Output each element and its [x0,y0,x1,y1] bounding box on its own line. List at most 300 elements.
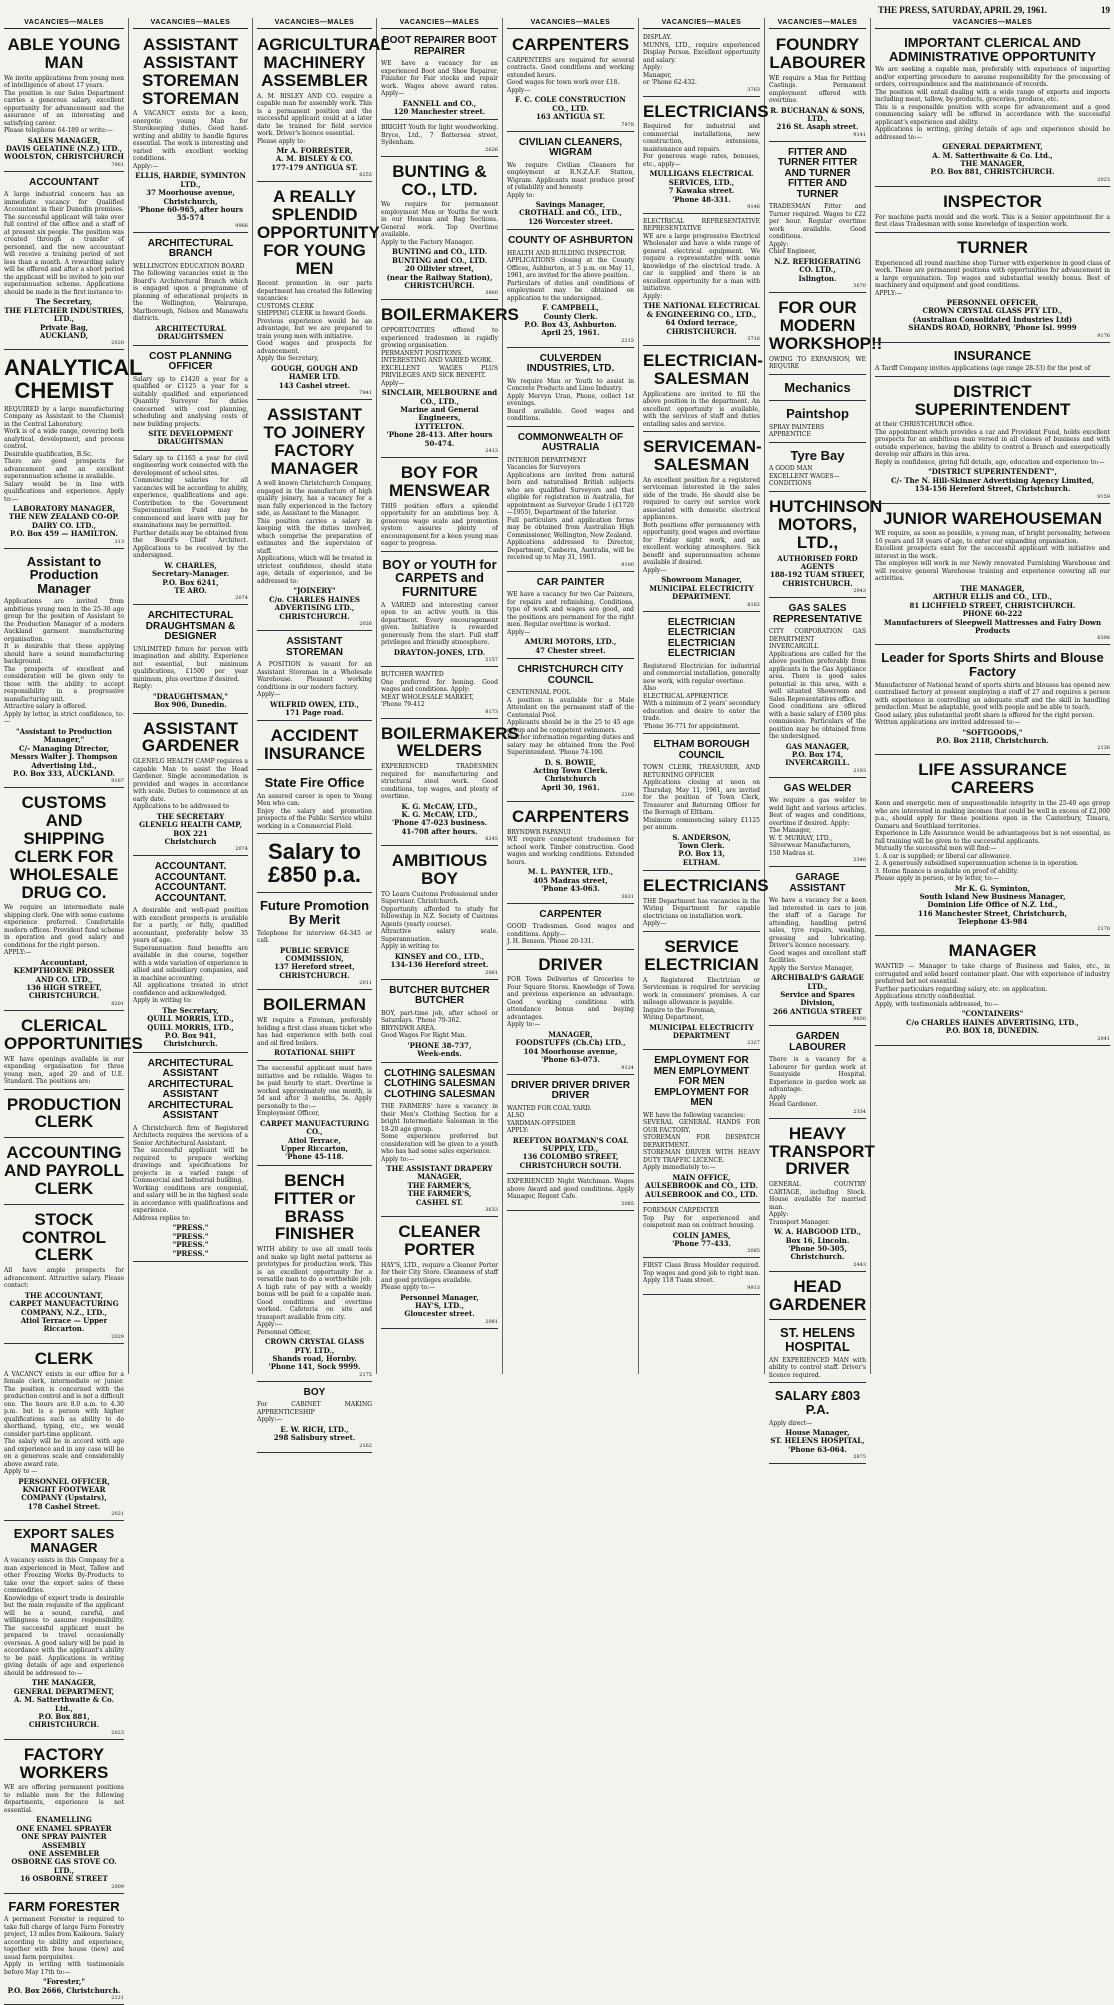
ad-contact-address: F. C. COLE CONSTRUCTION CO., LTD. 163 ANTIGUA ST. [515,95,626,122]
ad-contact-address: REEFTON BOATMAN'S COAL SUPPLY, LTD., 136 COLOMBO STREET, CHRISTCHURCH SOUTH. [512,1135,629,1170]
classified-ad [507,429,634,572]
ad-headline: BOY or YOUTH for CARPETS and FURNITURE [382,556,497,599]
classified-ad [875,506,1110,646]
ad-body-text: A desirable and well-paid position with excellent prospects is available for a partly, or fully, qualified accountant, preferably below 35 years of age. Superannuation fund benefits are available in due course, together with a wide variation of experience in allied and subsidiary companies, and in machine accounting. All applications treated in strict confidence and acknowledged. Apply in writing to: [133,907,248,1005]
ad-body-text: We require Civilian Cleaners for employment at R.N.Z.A.F. Station, Wigram. Applicants must produce proof of reliability and honesty. Apply to: [507,161,634,199]
ad-contact-address: "DRAUGHTSMAN," Box 906, Dunedin. [152,691,229,710]
ad-body-text: THE FARMERS' have a vacancy in their Men's Clothing Section for a bright Intermediate Salesman in the 18-20 age group. Some experience preferred but consideration will be given to a youth who has had some sales experience. Apply to:— [381,1103,498,1163]
ad-headline: BOILERMAKERS WELDERS [381,723,519,761]
ad-body-text: We require for permanent employment Men or Youths for work in our Hessian and Bag Sections. General work. Top Overtime available. Apply to the Factory Manager. [381,201,498,246]
ad-headline: ELECTRICIANS [643,876,769,896]
classified-ad [769,144,866,293]
ad-contact-address: K. G. McCAW, LTD., K. G. McCAW, LTD., 'Phone 47-023 business. 41-708 after hours. [391,801,488,836]
ad-headline: Salary to £850 p.a. [268,839,361,888]
ad-headline: ARCHITECTURAL DRAUGHTSMAN & DESIGNER [145,610,236,643]
classified-ad [133,716,248,857]
ad-headline: BOOT REPAIRER BOOT REPAIRER [382,35,497,57]
classified-ad [257,836,372,893]
ad-contact-address: SINCLAIR, MELBOURNE and CO., LTD., Marine and General Engineers, LYTTELTON. 'Phone 28-413. After hours 50-474. [381,388,498,448]
classified-ad [643,348,763,432]
ad-body-text: Required for industrial and commercial installations, new construction, extensions, maintenance and repairs. For generous wage rates, bonuses, etc., apply— [643,123,760,168]
ad-reference-number: 9141 [853,131,866,138]
ad-body-text: FOREMAN CARPENTER Top Pay for experienced and competent man on contract housing. [643,1207,760,1230]
ad-reference-number: 2327 [747,1040,760,1047]
ad-body-text: Salary up to £1165 a year for civil engineering work connected with the development of school sites. Commencing salaries for all vacancies will be according to ability, experience, qualifications and age. Contribution to the Government Superannuation Fund may be commenced and leave with pay for examinations may be permitted. Further details may be obtained from the Board's Chief Architect. Applications to be received by the undersigned. [133,454,248,560]
ad-headline: Assistant to Production Manager [26,553,102,596]
ad-reference-number: 3670 [853,283,866,290]
ad-body-text: WANTED — Manager to take charge of Business and Sales, etc., in corrugated and solid board container plant. One with experience of industry preferred but not essential. Further particulars regarding salary, etc. on application. Applications strictly confidential. Apply, with testimonials addressed, to:— [875,963,1110,1008]
ad-headline: CLEANER PORTER [398,1221,481,1259]
classified-ad [507,232,634,348]
ad-reference-number: 2170 [1097,926,1110,933]
classified-ad [875,757,1110,936]
classified-ad [381,1219,498,1329]
ad-reference-number: 9030 [853,1016,866,1023]
ad-headline: ARCHITECTURAL ASSISTANT ARCHITECTURAL ASSISTANT ARCHITECTURAL ASSISTANT [147,1057,234,1122]
ad-reference-number: 2334 [853,1108,866,1115]
ad-contact-address: W. CHARLES, Secretary-Manager. P.O. Box 6241, TE ARO. [151,560,230,595]
ad-headline: FITTER AND TURNER FITTER AND TURNER FITTER AND TURNER [777,146,858,200]
classified-ad [643,99,769,214]
ad-headline: GARAGE ASSISTANT [789,872,846,894]
classified-ad [4,790,124,1011]
masthead-title: THE PRESS, SATURDAY, APRIL 29, 1961. [878,5,1047,15]
classified-ad [643,32,760,97]
ad-body-text: An assured career is open to Young Men who can: Enjoy the salary and promotion prospects of the Public Service whilst working in a Commercial Field. [257,792,372,830]
ad-body-text: All have ample prospects for advancement. Attractive salary. Please contact: [4,1267,124,1290]
ad-headline: COUNTY OF ASHBURTON [508,235,633,247]
ad-headline: INSPECTOR [943,191,1042,211]
ad-body-text: A permanent Forester is required to take full charge of large Farm Forestry project, 13 miles from Kaikoura. Salary according to ability and experience, together with free house (new) and usual farm perquisites. Apply in writing with testimonials before May 17th to:— [4,1916,125,1976]
classified-ad [507,1176,634,1211]
ad-body-text: WELLINGTON EDUCATION BOARD The following vacancies exist in the Board's Architectural Branch which is engaged upon a programme of planning of educational projects in the Wellington, Wairarapa, Marlborough, Nelson and Manawatu districts. [133,262,248,323]
classified-ad [4,1207,124,1344]
ad-body-text: A. M. BISLEY AND CO. require a capable man for assembly work. This is a permanent position and the successful applicant could at a later date be trained for field service work. Driver's licence essential. Please apply to: [257,92,372,145]
ad-reference-number: 9966 [235,222,248,229]
ad-body-text: A VACANCY exists in our office for a female clerk, intermediate or junior. The position is concerned with the production control and is not a difficult one. The hours are 8.0 a.m. to 4.30 p.m. but is a person with higher qualifications such as ability to do shorthand, typing, etc., we would consider part-time applicant. The salary will be in accord with age and experience and in any case will be on a generous scale and considerably above award rate. Apply to — [4,1370,124,1476]
classified-ad [381,122,498,157]
ad-headline: CARPENTERS [511,35,630,54]
classified-ad [257,895,372,990]
column-section-label: VACANCIES—MALES [257,18,372,29]
ad-body-text: We invite applications from young men of intelligence of about 17 years. The position is our Sales Department carries a generous salary, excellent opportunity for advancement and the assurance of an interesting and satisfying career. Please telephone 64-189 or write:— [4,74,124,135]
ad-headline: ACCOUNTANT [29,176,99,188]
classified-ad [133,235,248,346]
ad-reference-number: 2443 [853,1261,866,1268]
ad-body-text: WE are offering permanent positions to reliable men for the following departments, experience is not essential. [4,1784,124,1814]
ad-headline: CARPENTER [539,908,602,920]
classified-ad [133,453,248,606]
column-6 [639,18,769,1374]
ad-contact-address: THE ACCOUNTANT, CARPET MANUFACTURING COMPANY, N.Z., LTD., Atiol Terrace — Upper Riccarton. [9,1290,119,1334]
ad-contact-address: AUTHORISED FORD AGENTS 188-192 TUAM STREET, CHRISTCHURCH. [770,553,865,588]
ad-headline: ASSISTANT ASSISTANT STOREMAN STOREMAN [142,35,239,108]
classified-ad [769,600,866,778]
classified-ad [769,1028,866,1119]
ad-body-text: CARPENTERS are required for several contracts. Good conditions and working extended hours. Good wages for town work over £18. Apply— [507,56,634,94]
ad-contact-address: CROWN CRYSTAL GLASS PTY. LTD., Shands road, Hornby. 'Phone 141, Sock 9999. [264,1337,365,1372]
classified-ad [643,934,760,1050]
ad-contact-address: F. CAMPBELL, County Clerk. P.O. Box 43, Ashburton. April 25, 1961. [524,303,617,338]
ad-headline: JUNIOR WAREHOUSEMAN [882,508,1103,528]
ad-reference-number: 9146 [747,203,760,210]
ad-headline: BOILERMAKERS [381,305,519,325]
classified-ad [507,350,634,427]
ad-contact-address: "CONTAINERS" C/o CHARLES HAINES ADVERTISING, LTD., P.O. BOX 18, DUNEDIN. [906,1009,1079,1036]
ad-body-text: BOY, part-time job, after school or Saturdays. 'Phone 79-362. BRYNDWR AREA. Good Wages For Right Man. [381,1009,498,1040]
classified-ad [507,804,634,904]
ad-body-text: Keen and energetic men of unquestionable integrity in the 25-40 age group who are interested in making incomes that could be well in excess of £2,000 p.a., should apply for these positions open in the Canterbury, Timaru, Oamaru and Southland territories. Experience in Life Assurance would be advantageous but is not essential, as full training will be given to the successful applicants. Mutually the successful men will find:— 1. A car is supplied; or liberal car allowance. 2. A generously subsidised superannuation scheme is in operation. 3. Home finance is available on proof of ability. Please apply in person, or by letter, to:— [875,800,1110,883]
ad-contact-address: THE SECRETARY GLENELG HEALTH CAMP, BOX 221 Christchurch [139,811,242,846]
classified-ad [643,216,760,346]
ad-headline: CUSTOMS AND SHIPPING CLERK FOR WHOLESALE DRUG CO. [9,793,119,902]
classified-ad [4,1523,124,1740]
ad-contact-address: THE NATIONAL ELECTRICAL & ENGINEERING CO., LTD., 64 Oxford terrace, CHRISTCHURCH. [643,301,760,336]
column-5 [503,18,639,1374]
ad-headline: CULVERDEN INDUSTRIES, LTD. [526,352,615,375]
ad-headline: CLOTHING SALESMAN CLOTHING SALESMAN CLOTHING SALESMAN [383,1067,496,1100]
ad-body-text: A Registered Electrician or Serviceman is required for servicing work in consumers' premises. A car mileage allowance is payable. Inquire to the Foreman, Wiring Department, [643,976,760,1022]
ad-reference-number: 2081 [485,1318,498,1325]
ad-headline: SERVICE ELECTRICIAN [644,936,759,974]
ad-body-text: FIRST Class Brass Moulder required. Top wages and good job to right man. Apply 118 Tuam street. [643,1262,760,1285]
classified-ad [875,235,1110,343]
ad-body-text: HEALTH AND BUILDING INSPECTOR APPLICATIONS closing at the County Offices, Ashburton, at 5 p.m. on May 11, 1961, are invited for the above position. Particulars of duties and conditions of employment may be obtained on application to the undersigned. [507,249,634,302]
classified-ad [507,574,634,659]
column-section-label: VACANCIES—MALES [133,18,248,29]
classified-ad [769,1322,866,1383]
ad-reference-number: 2011 [359,980,372,987]
classified-ad [643,614,760,735]
ad-reference-number: 8255 [359,172,372,179]
ad-headline: BUNTING & CO., LTD. [392,161,487,199]
ad-reference-number: 2074 [235,846,248,853]
ad-body-text: BRYNDWR PAPANUI WE require competent tradesmen for school work. Timber construction. Good wages and working conditions. Extended hours. [507,828,634,866]
ad-body-text: EXPERIENCED Night Watchman. Wages above Award and good conditions. Apply Manager, Regent Cafe. [507,1178,634,1201]
ad-body-text: A POSITION is vacant for an Assistant Storeman in a Wholesale Warehouse. Pleasant working conditions in our modern factory. Apply— [257,661,372,699]
ad-body-text: We require Man or Youth to assist in Concrete Products and Lime Industry. Apply Mervyn Uran, Phone, collect 1st evenings. Board available. Good wages and conditions. [507,377,634,423]
ad-body-text: GENERAL COUNTRY CARTAGE, including Stock. House available for married man. Apply: Transport Manager. [769,1181,866,1226]
ad-headline: COST PLANNING OFFICER [149,350,232,372]
classified-ad [769,494,883,598]
ad-body-text: TOWN CLERK, TREASURER, AND RETURNING OFFICER Applications closing at noon on Thursday, May 11, 1961, are invited for the position of Town Clerk, Treasurer and Returning Officer for the Borough of Eltham. Minimum commencing salary £1125 per annum. [643,764,760,832]
ad-headline: LIFE ASSURANCE CAREERS [918,760,1067,798]
ad-reference-number: 2162 [359,1442,372,1449]
ad-contact-address: Mr K. G. Syminton, South Island New Business Manager, Dominion Life Office of N.Z. Ltd., 116 Manchester Street, Christchurch, Telephone 43-984 [917,883,1068,927]
ad-reference-number: 2021 [111,1511,124,1518]
ad-body-text: An excellent position for a registered serviceman interested in the sales side of the trade. He should also be required to carry out service work associated with domestic electrical appliances. Both positions offer permanency with opportunity, good wages and overtime for Friday night work, and an excellent working atmosphere. Sick benefit and superannuation scheme available if desired. Apply— [643,476,760,574]
ad-reference-number: 2200 [621,792,634,799]
classified-ad [507,32,634,132]
ad-reference-number: 9167 [111,778,124,785]
ad-contact-address: "Forester," P.O. Box 2666, Christchurch. [7,1977,121,1995]
classified-ad [643,1260,760,1295]
ad-contact-address: THE MANAGER, GENERAL DEPARTMENT, A. M. Satterthwaite & Co. Ltd., P.O. Box 881, CHRISTCHURCH. [13,1678,115,1730]
ad-reference-number: 8245 [485,836,498,843]
ad-body-text: WE require, as soon as possible, a young man, of bright personality, between 16 years and 18 years of age, to enter our expanding organisation. Excellent prospects exist for the successful applicant with initiative and interest in the work. The employee will work in our Newly renovated Furnishing Warehouse and will receive general Warehouse training and experience covering all our activities. [875,530,1110,583]
ad-body-text: CITY CORPORATION GAS DEPARTMENT INVERCARGILL Applications are called for the above position preferably from applicants in the Gas Appliance area. There is good sales potential in this area, with a well situated Showroom and Sales Representatives office. Good conditions are offered with a basic salary of £500 plus commission. Particulars of the position may be obtained from the undersigned. [769,628,866,741]
classified-ad [769,377,866,402]
classified-ad [4,1896,124,2005]
ad-reference-number: 2020 [111,340,124,347]
ad-headline: MANAGER [948,941,1037,961]
classified-ad [381,554,498,667]
classified-ad [4,1346,124,1521]
ad-reference-number: 2175 [359,1371,372,1378]
ad-contact-address: The Secretary, QUILL MORRIS, LTD., QUILL MORRIS, LTD., P.O. Box 941, Christchurch. [147,1005,234,1049]
classified-ad [133,32,248,233]
classified-ad [381,848,498,979]
ad-contact-address: ROTATIONAL SHIFT [274,1048,355,1058]
classified-ad [643,1052,760,1203]
ad-contact-address: W. A. HABGOOD LTD., Box 16, Lincoln. 'Phone 50-305, Christchurch. [774,1227,861,1262]
ad-contact-address: E. W. RICH, LTD., 298 Salisbury street. [273,1424,356,1443]
classified-ad [769,295,883,375]
ad-headline: ELECTRICIANS [643,101,769,121]
ad-headline: INSURANCE [953,347,1032,363]
ad-reference-number: 3633 [485,1206,498,1213]
classified-ad [381,302,519,458]
ad-headline: HEAVY TRANSPORT DRIVER [769,1123,875,1179]
classified-ad [643,1205,760,1258]
ad-body-text: INTERIOR DEPARTMENT Vacancies for Surveyors Applications are invited from natural born and naturalised British subjects who are qualified Surveyors and that eligible for registration in Australia, for appointment as Surveyor Grade I (£1720—1955), Department of the Interior. Full particulars and application forms may be obtained from Australian High Commissioner, Wellington, New Zealand. Applications addressed to Director, Department, Canberra, Australia, will be received up to May 31, 1961. [507,456,634,562]
ad-body-text: at their CHRISTCHURCH office. The appointment which provides a car and Provident Fund, holds excellent prospects for an ambitious man versed in all classes of business and with outside experience, having the ability to control a Branch and energetically develop our affairs in this area. Reply in confidence, giving full details, age, education and experience to:— [875,421,1110,466]
ad-headline: GAS SALES REPRESENTATIVE [772,603,863,625]
column-section-label: VACANCIES—MALES [507,18,634,29]
ad-body-text: For CABINET MAKING APPRENTICESHIP Apply:— [257,1401,372,1424]
classified-ad [381,460,498,552]
ad-headline: Paintshop [786,406,849,422]
ad-headline: SERVICEMAN-SALESMAN [643,437,762,474]
ad-headline: CHRISTCHURCH CITY COUNCIL [517,664,624,686]
ad-contact-address: "Assistant to Production Manager," C/- Managing Director, Messrs Walter J. Thompson Advertising Ltd., P.O. Box 333, AUCKLAND. [10,726,118,778]
ad-body-text: Telephone for interview 64-345 or call. [257,929,372,945]
ad-headline: ACCOUNTING AND PAYROLL CLERK [4,1143,124,1198]
ad-contact-address: GAS MANAGER, P.O. Box 174, INVERCARGILL. [785,741,850,768]
ad-contact-address: DRAYTON-JONES, LTD. [393,647,486,657]
ad-headline: BENCH FITTER or BRASS FINISHER [273,1170,356,1244]
classified-ad [4,1742,124,1894]
classified-ad [769,780,866,868]
ad-contact-address: GENERAL DEPARTMENT, A. M. Satterthwaite & Co. Ltd., THE MANAGER, P.O. Box 881, CHRISTCHURCH. [930,142,1055,177]
classified-ad [769,1274,866,1321]
ad-body-text: EXPERIENCED TRADESMEN required for manufacturing and structural steel work. Good conditions, top wages, and plenty of overtime. [381,763,498,801]
column-section-label: VACANCIES—MALES [381,18,498,29]
classified-ad [257,633,372,721]
ad-reference-number: 8173 [485,708,498,715]
ad-reference-number: 2085 [747,1248,760,1255]
classified-ad [875,379,1110,504]
classified-ad [257,1168,372,1382]
classified-ad [257,184,380,400]
ad-body-text: Apply direct— [769,1419,813,1427]
ad-headline: DISTRICT SUPERINTENDENT [914,381,1071,419]
classified-ad [257,772,372,834]
ad-contact-address: S. ANDERSON, Town Clerk. P.O. Box 13, ELTHAM. [672,832,731,867]
classified-ad [381,721,519,847]
ad-headline: Leader for Sports Shirts and Blouse Factory [881,650,1104,679]
classified-ad [4,352,143,548]
ad-contact-address: THE ASSISTANT DRAPERY MANAGER, THE FARMER'S, THE FARMER'S, CASHEL ST. [386,1164,493,1207]
column-3 [253,18,391,1449]
ad-body-text: OPPORTUNITIES offered to experienced tradesmen in rapidly growing organisation. PERMANENT POSITIONS. INTERESTING AND VARIED WORK. EXCELLENT WAGES PLUS PRIVILEGES AND SICK BENEFIT. Apply— [381,327,498,387]
classified-ad [381,669,498,719]
classified-ad [643,434,760,611]
ad-body-text: A large industrial concern has an immediate vacancy for Qualified Accountant in their Dunedin premises. The successful applicant will take over full control of the office and a staff of at present six people. The position was created through a transfer of personnel, and the new accountant will receive a training period of not less than a month. A rewarding salary will be offered and after a short period the applicant will be invited to join our superannuation scheme. Applications should be made in the first instance to: [4,191,124,296]
ad-contact-address: "SOFTGOODS," P.O. Box 2118, Christchurch. [936,727,1049,745]
ad-headline: Future Promotion By Merit [259,898,370,927]
ad-body-text: AN EXPERIENCED MAN with ability to control staff. Driver's licence required. [769,1356,866,1379]
ad-reference-number: 6308 [1097,635,1110,642]
ad-body-text: FOR Town Deliveries of Groceries to Four Square Stores. Knowledge of Town and previous experience an advantage. Good working conditions with attendance bonus and buying advantages. Apply to:— [507,976,634,1029]
ad-body-text: TRADESMAN Fitter and Turner required. Wages to £22 per hour. Regular overtime work available. Good conditions. Apply: Chief Engineer, [769,203,866,256]
ad-contact-address: GOUGH, GOUGH AND HAMER LTD. 143 Cashel street. [271,363,358,390]
classified-ad [875,345,1110,377]
ad-body-text: GLENELG HEALTH CAMP requires a capable Man to assist the Head Gardener. Single accommodation is provided and wages in accordance with scale. Duties to commence at an early date. Applications to be addressed to [133,758,248,811]
ad-headline: IMPORTANT CLERICAL AND ADMINISTRATIVE OPPORTUNITY [888,35,1097,64]
ad-body-text: WE have openings available in our expanding organisation for three young men, aged 20 and of U.E. Standard. The positions are: [4,1055,124,1086]
column-1 [0,18,143,2001]
ad-reference-number: 2193 [853,767,866,774]
ad-reference-number: 213 [114,538,124,545]
ad-reference-number: 2023 [1097,176,1110,183]
ad-headline: DRIVER DRIVER DRIVER DRIVER [511,1079,630,1102]
ad-headline: A REALLY SPLENDID OPPORTUNITY FOR YOUNG MEN [257,187,380,278]
classified-ad [507,661,634,802]
ad-headline: AMBITIOUS BOY [391,851,488,889]
ad-headline: ASSISTANT STOREMAN [285,636,344,658]
ad-reference-number: 9124 [621,1064,634,1071]
ad-reference-number: 2340 [853,857,866,864]
ad-body-text: A Tariff Company invites applications (age range 28-33) for the post of [875,365,1091,373]
ad-reference-number: 2023 [111,1729,124,1736]
ad-contact-address: ARCHITECTURAL DRAUGHTSMEN [155,323,226,342]
column-4 [377,18,519,1374]
ad-contact-address: ELLIS, HARDIE, SYMINTON LTD., 37 Moorhouse avenue, Christchurch, 'Phone 60-965, after hours 55-574 [135,171,246,223]
ad-reference-number: 3631 [621,893,634,900]
ad-headline: Tyre Bay [790,447,845,463]
column-section-label: VACANCIES—MALES [769,18,866,29]
classified-ad [257,32,391,182]
classified-ad [133,1055,248,1262]
ad-contact-address: PUBLIC SERVICE COMMISSION, 137 Hereford street, CHRISTCHURCH. [274,945,355,980]
classified-ad [4,551,124,789]
ad-reference-number: 2009 [111,1883,124,1890]
ad-contact-address: KINSEY and CO., LTD., 134-136 Hereford street. [390,951,489,970]
ad-body-text: WANTED FOR COAL YARD. ALSO YARDMAN-OFFSIDER APPLY: [507,1104,592,1135]
ad-reference-number: 2026 [359,621,372,628]
ad-contact-address: Showroom Manager, MUNICIPAL ELECTRICITY DEPARTMENT. [649,575,754,602]
ad-contact-address: WILFRID OWEN, LTD., 171 Page road. [269,699,359,717]
ad-contact-address: AMURI MOTORS, LTD., 47 Chester street. [524,637,617,655]
ad-headline: State Fire Office [264,775,365,790]
ad-headline: ASSISTANT TO JOINERY FACTORY MANAGER [263,405,366,478]
ad-headline: EXPORT SALES MANAGER [13,1526,115,1555]
ad-headline: ST. HELENS HOSPITAL [779,1325,856,1355]
ad-headline: ACCIDENT INSURANCE [263,726,366,764]
classified-ad [769,445,866,492]
ad-contact-address: MULLIGANS ELECTRICAL SERVICES, LTD., 7 Kawaka street. 'Phone 48-331. [649,169,754,204]
ad-reference-number: 2121 [111,1995,124,2001]
ad-contact-address: SALES MANAGER, DAVIS GELATINE (N.Z.) LTD., WOOLSTON, CHRISTCHURCH [4,135,124,162]
ad-reference-number: 2413 [485,448,498,454]
classified-ad [769,1121,875,1272]
ad-body-text: Registered Electrician for industrial and commercial installation, generally new work, with regular overtime. Also ELECTRICAL APPRENTICE With a minimum of 2 years' secondary education and desire to enter the trade. 'Phone 36-771 for appointment. [643,662,761,730]
ad-headline: HEAD GARDENER [769,1276,867,1314]
ad-contact-address: BUNTING and CO., LTD. BUNTING and CO., LTD. 20 Ollivier street, (near the Railway Station), CHRISTCHURCH. [386,247,493,291]
ad-contact-address: "JOINERY" C/o. CHARLES HAINES ADVERTISING LTD., CHRISTCHURCH. [269,586,360,621]
ad-body-text: WE have a vacancy for two Car Painters, for repairs and refinishing. Conditions, type of work and wages are good, and the positions are permanent for the right men. Regular overtime is worked. Apply— [507,591,634,636]
classified-columns [0,18,1114,2001]
column-7 [765,18,883,1461]
ad-body-text: OWING TO EXPANSION, WE REQUIRE [769,355,866,371]
ad-headline: GAS WELDER [783,782,852,794]
ad-headline: ELTHAM BOROUGH COUNCIL [653,739,750,761]
ad-headline: AGRICULTURAL MACHINERY ASSEMBLER [257,35,391,90]
ad-contact-address: ARCHIBALD'S GARAGE LTD., Service and Spares Division, 266 ANTIGUA STREET [771,973,864,1016]
ad-reference-number: 7961 [111,161,124,168]
classified-ad [257,1063,372,1165]
ad-reference-number: 3860 [485,290,498,297]
ad-contact-address: COLIN JAMES, 'Phone 77-433. [672,1230,731,1248]
ad-body-text: WE require a Fireman, preferably holding a first class steam ticket who has had experience with both coal and oil fired boilers. [257,1017,372,1047]
ad-reference-number: 8162 [747,601,760,608]
column-8 [871,18,1114,1374]
ad-headline: BOY [303,1386,326,1398]
ad-reference-number: 2074 [235,595,248,602]
ad-headline: FOR OUR MODERN WORKSHOP!! [769,298,883,353]
classified-ad [4,1092,124,1139]
ad-reference-number: 2041 [1097,1035,1110,1042]
ad-body-text: REQUIRED by a large manufacturing Company as Assistant to the Chemist in the Central Laboratory. Work is of a wide range, covering both analytical, development, and process control. Desirable qualification, B.Sc. There are good prospects for advancement and an excellent superannuation scheme is available. Salary would be in line with qualifications and experience. Apply to:— [4,405,124,503]
ad-headline: ARCHITECTURAL BRANCH [147,237,234,260]
ad-contact-address: The Secretary, THE FLETCHER INDUSTRIES, LTD., Private Bag, AUCKLAND, [4,297,124,340]
ad-body-text: Experienced all round machine shop Turner with experience in good class of work. These are permanent positions with opportunities for advancement in a large organisation. Top wages and substantial weekly bonus. Best of machinery and equipment and good conditions. APPLY:— [875,259,1110,297]
ad-body-text: A well known Christchurch Company, engaged in the manufacture of high quality joinery, has a vacancy for a man fully experienced in the factory side, as Assistant to the Manager. This position carries a salary in keeping with the duties involved, which comprise the preparation of estimates and the supervision of staff. Applications, which will be treated in strictest confidence, should state age, details of experience, and be addressed to: [257,480,372,585]
ad-body-text: UNLIMITED future for person with imagination and ability. Experience not essential, but minimum qualifications, £1500 per year minimum, plus overtime if desired. Reply: [133,645,248,691]
ad-reference-number: 9159 [1097,493,1110,500]
ad-contact-address: "PRESS." "PRESS." "PRESS." "PRESS." [172,1223,209,1258]
ad-headline: BOY FOR MENSWEAR [388,463,491,500]
classified-ad [381,159,498,301]
ad-body-text: WE have a vacancy for an experienced Boot and Shoe Repairer. Finisher for Fair stocks and repair work. Wages above award rates. Apply— [381,60,498,97]
ad-headline: CAR PAINTER [536,576,605,588]
ad-body-text: THE Department has vacancies in the Wiring Department for capable electricians on installation work. Apply— [643,897,760,928]
ad-headline: EMPLOYMENT FOR MEN EMPLOYMENT FOR MEN EMPLOYMENT FOR MEN [653,1055,750,1109]
ad-body-text: GOOD Tradesman. Good wages and conditions. Apply— J. H. Benson. 'Phone 20-131. [507,923,634,946]
ad-body-text: The successful applicant must have initiative and be reliable. Wages to be paid hourly to start. Overtime is worked approximately one month, is 5d and after 3 months, 5s. Apply personally to the:— Employment Officer, [257,1065,372,1118]
ad-body-text: CENTENNIAL POOL A position is available for a Male Attendant on the permanent staff of the Centennial Pool. Applicants should be in the 25 to 45 age group and be competent swimmers. Further information regarding duties and salary may be obtained from the Pool Superintendent. 'Phone 74-100. [507,689,634,757]
ad-headline: ELECTRICIAN-SALESMAN [643,350,763,388]
ad-contact-address: R. BUCHANAN & SONS, LTD., 216 St. Asaph street. [770,105,865,132]
classified-ad [257,992,372,1061]
classified-ad [4,1013,143,1090]
classified-ad [4,1140,124,1205]
column-section-label: VACANCIES—MALES [875,18,1110,29]
ad-headline: HUTCHINSON MOTORS, LTD., [769,496,883,552]
ad-body-text: A vacancy exists in this Company for a man experienced in Meat, Tallow and other Freezing Works By-Products to take over the export sales of these commodities. Knowledge of export trade is desirable but the main requisite of the applicant will be a sound, careful, and willingness to assume responsibility. The successful applicant must be prepared to travel occasionally overseas. A good salary will be paid in accordance with the applicant's ability to be paid. Applications in writing giving details of age and experience should be addressed to:— [4,1557,124,1677]
classified-ad [257,402,372,631]
ad-reference-number: 9913 [747,1284,760,1291]
ad-body-text: WE have the following vacancies: SEVERAL GENERAL HANDS FOR OUR FACTORY. STOREMAN FOR DESPATCH DEPARTMENT. STOREMAN DRIVER WITH HEAVY DUTY TRAFFIC LICENCE. Apply immediately to:— [643,1111,760,1172]
ad-contact-address: Savings Manager, CROTHALL and CO., LTD., 126 Worcester street. [519,200,622,226]
classified-ad [875,938,1110,1045]
ad-body-text: For machine parts mould and die work. This is a Senior appointment for a first class Tradesman with some knowledge of inspection work. [875,213,1110,229]
ad-reference-number: 2875 [853,1454,866,1461]
classified-ad [381,982,498,1063]
classified-ad [769,1385,866,1464]
classified-ad [133,858,248,1052]
